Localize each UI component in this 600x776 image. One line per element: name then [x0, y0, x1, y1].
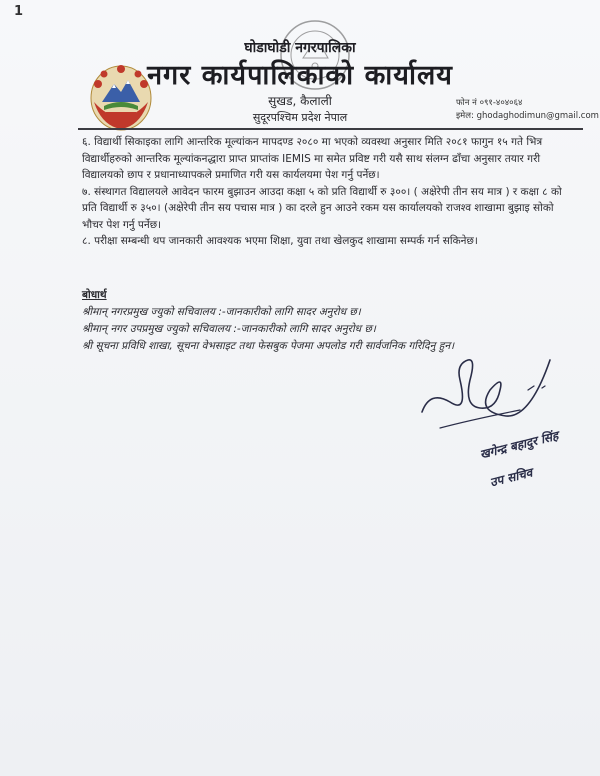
- signer-title: उप सचिव: [488, 465, 534, 490]
- municipality-name: घोडाघोडी नगरपालिका: [244, 40, 356, 56]
- paragraph-8: ८. परीक्षा सम्बन्धी थप जानकारी आवश्यक भएमा शिक्षा, युवा तथा खेलकुद शाखामा सम्पर्क गर्न सकिनेछ।: [82, 235, 478, 247]
- header-divider: [78, 128, 583, 130]
- letter-body: [82, 134, 562, 250]
- cc-item: श्री सूचना प्रविधि शाखा, सूचना वेभसाइट तथा फेसबुक पेजमा अपलोड गरी सार्वजनिक गरिदिनु हुन।: [82, 340, 455, 352]
- phone-number: फोन नं ०९१-४०४०६४: [456, 98, 523, 108]
- province-name: सुदूरपश्चिम प्रदेश नेपाल: [252, 111, 348, 124]
- paragraph-6: ६. विद्यार्थी सिकाइका लागि आन्तरिक मूल्यांकन मापदण्ड २०८० मा भएको व्यवस्था अनुसार मिति २०८१ फागुन १५ गते भित्र विद्यार्थीहरुको आन्तरिक मूल्यांकनद्धारा प्राप्त प्राप्तांक IEMIS मा समेत प्रविष्ट गरी यसै साथ संलग्न ढाँचा अनुसार तयार गरी विद्यालयको छाप र प्रधानाध्यापकले प्रमाणित गरी यस कार्यलयमा पेश गर्नु पर्नेछ।: [82, 136, 543, 181]
- page-number: 1: [14, 4, 24, 19]
- cc-item: श्रीमान् नगर उपप्रमुख ज्युको सचिवालय :-जानकारीको लागि सादर अनुरोध छ।: [82, 323, 376, 335]
- cc-title: बोधार्थ: [82, 289, 107, 301]
- email-address: इमेल: ghodaghodimun@gmail.com: [456, 111, 599, 121]
- cc-section: [82, 287, 562, 355]
- cc-item: श्रीमान् नगरप्रमुख ज्युको सचिवालय :-जानकारीको लागि सादर अनुरोध छ।: [82, 306, 361, 318]
- signer-name: खगेन्द्र बहादुर सिंह: [478, 428, 560, 462]
- office-location: सुखड, कैलाली: [268, 94, 332, 108]
- contact-block: [456, 97, 599, 123]
- handwritten-signature-icon: [410, 350, 570, 440]
- office-title: नगर कार्यपालिकाको कार्यालय: [147, 60, 453, 91]
- paragraph-7: ७. संस्थागत विद्यालयले आवेदन फारम बुझाउन आउदा कक्षा ५ को प्रति विद्यार्थी रु ३००। ( अक्षेरेपी तीन सय मात्र ) र कक्षा ८ को प्रति विद्यार्थी रु ३५०। (अक्षेरेपी तीन सय पचास मात्र ) का दरले हुन आउने रकम यस कार्यालयको राजश्व शाखामा बुझाइ सोको भौचर पेश गर्नु पर्नेछ।: [82, 185, 562, 231]
